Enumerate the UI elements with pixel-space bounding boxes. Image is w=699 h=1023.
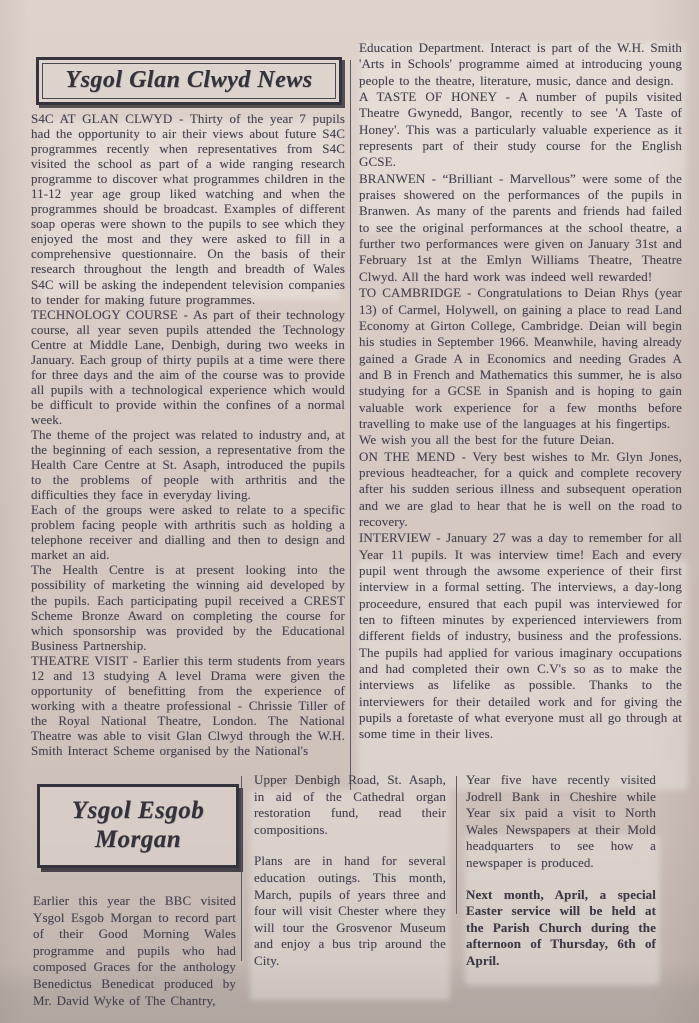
- article-paragraph: Year five have recently visited Jodrell Bank in Cheshire while Year six paid a visit to North Wales Newspapers at their Mold headquarters to see how a newspaper is produced.: [466, 772, 656, 870]
- glan-clwyd-title-box: [36, 57, 342, 105]
- article-paragraph: Upper Denbigh Road, St. Asaph, in aid of the Cathedral organ restoration fund, read their compositions.: [254, 772, 446, 837]
- article-paragraph: Each of the groups were asked to relate to a specific problem facing people with arthritis such as holding a telephone receiver and dialling and then to design and market an aid.: [31, 502, 345, 563]
- glan-clwyd-right-column: [359, 40, 682, 743]
- glan-clwyd-title: Ysgol Glan Clwyd News: [65, 67, 313, 94]
- esgob-morgan-right-column: [466, 772, 656, 970]
- article-paragraph-bold: Next month, April, a special Easter service will be held at the Parish Church during the afternoon of Thursday, 6th of April.: [466, 886, 656, 968]
- article-paragraph: THEATRE VISIT - Earlier this term students from years 12 and 13 studying A level Drama were given the opportunity of benefitting from the experience of working with a theatre professional - Chrissie Tiller of the Royal National Theatre, London. The National Theatre was able to visit Glan Clwyd through the W.H. Smith Interact Scheme organised by the National's: [31, 652, 345, 758]
- article-paragraph: INTERVIEW - January 27 was a day to remember for all Year 11 pupils. It was interview time! Each and every pupil went through the awsome experience of their first interview in a formal setting. The interviews, a day-long proceedure, ensured that each pupil was interviewed for ten to fifteen minutes by experienced interviewers from different fields of industry, business and the professions. The pupils had applied for various imaginary occupations and had completed their own C.V's so as to make the interviews as lifelike as possible. Thanks to the interviewers for their detailed work and for giving the pupils a foretaste of what everyone must all go through at some time in their lives.: [359, 530, 682, 742]
- article-paragraph: The Health Centre is at present looking into the possibility of marketing the winning aid developed by the pupils. Each participating pupil received a CREST Scheme Bronze Award on completing the course for which sponsorship was provided by the Educational Business Partnership.: [31, 562, 345, 653]
- column-divider: [350, 60, 351, 790]
- article-paragraph: The theme of the project was related to industry and, at the beginning of each session, a representative from the Health Care Centre at St. Asaph, introduced the pupils to the problems of people with arthritis and the difficulties they face in everyday living.: [31, 426, 345, 503]
- article-paragraph: TO CAMBRIDGE - Congratulations to Deian Rhys (year 13) of Carmel, Holywell, on gaining a place to read Land Economy at Girton College, Cambridge. Deian will begin his studies in September 1966. Meanwhile, having already gained a Grade A in Economics and needing Grades A and B in French and Mathematics this summer, he is also studying for a GCSE in Spanish and is hoping to gain valuable work experience for a few months before travelling to make use of the languages at his fingertips.: [359, 285, 682, 431]
- column-divider: [456, 776, 457, 914]
- glan-clwyd-left-column: [31, 111, 345, 758]
- article-paragraph: BRANWEN - “Brilliant - Marvellous” were some of the praises showered on the performances of the pupils in Branwen. As many of the parents and friends had failed to see the original performances at the school theatre, a further two performances were given on January 31st and February 1st at the Emlyn Williams Theatre, Theatre Clwyd. All the hard work was indeed well rewarded!: [359, 170, 682, 284]
- esgob-morgan-title-box: [37, 784, 239, 868]
- article-paragraph: S4C AT GLAN CLWYD - Thirty of the year 7 pupils had the opportunity to air their views about future S4C programmes recently when representatives from S4C visited the school as part of a wide ranging research programme to discover what programmes children in the 11-12 year age group liked watching and when the programmes should be broadcast. Examples of different soap operas were shown to the pupils to see which they enjoyed the most and they were asked to fill in a comprehensive questionnaire. On the basis of their research throughout the length and breadth of Wales S4C will be asking the independent television companies to tender for making future programmes.: [31, 111, 345, 307]
- esgob-morgan-left-column: [33, 893, 236, 1009]
- article-paragraph: ON THE MEND - Very best wishes to Mr. Glyn Jones, previous headteacher, for a quick and complete recovery after his sudden serious illness and subsequent operation and we are glad to hear that he is well on the road to recovery.: [359, 448, 682, 529]
- esgob-morgan-title-line1: Ysgol Esgob: [71, 797, 205, 825]
- esgob-morgan-title-line2: Morgan: [94, 826, 182, 853]
- esgob-morgan-middle-column: [254, 772, 446, 970]
- article-paragraph: TECHNOLOGY COURSE - As part of their technology course, all year seven pupils attended the Technology Centre at Middle Lane, Denbigh, during two weeks in January. Each group of thirty pupils at a time were there for three days and the aim of the course was to provide all pupils with a technological experience which would be difficult to provide within the confines of a normal week.: [31, 306, 345, 427]
- article-paragraph: A TASTE OF HONEY - A number of pupils visited Theatre Gwynedd, Bangor, recently to see 'A Taste of Honey'. This was a particularly valuable experience as it represents part of their study course for the English GCSE.: [359, 89, 682, 170]
- glan-clwyd-title-inner-frame: [42, 63, 336, 99]
- article-paragraph: Earlier this year the BBC visited Ysgol Esgob Morgan to record part of their Good Morning Wales programme and pupils who had composed Graces for the anthology Benedictus Benedicat produced by Mr. David Wyke of The Chantry,: [33, 893, 236, 1008]
- column-divider: [241, 776, 242, 961]
- article-paragraph: Education Department. Interact is part of the W.H. Smith 'Arts in Schools' programme aimed at introducing young people to the theatre, literature, music, dance and design.: [359, 40, 682, 88]
- article-paragraph: We wish you all the best for the future Deian.: [359, 432, 615, 448]
- esgob-morgan-title-inner-frame: [44, 791, 232, 861]
- article-paragraph: Plans are in hand for several education outings. This month, March, pupils of years three and four will visit Chester where they will tour the Grosvenor Museum and enjoy a bus trip around the City.: [254, 853, 446, 968]
